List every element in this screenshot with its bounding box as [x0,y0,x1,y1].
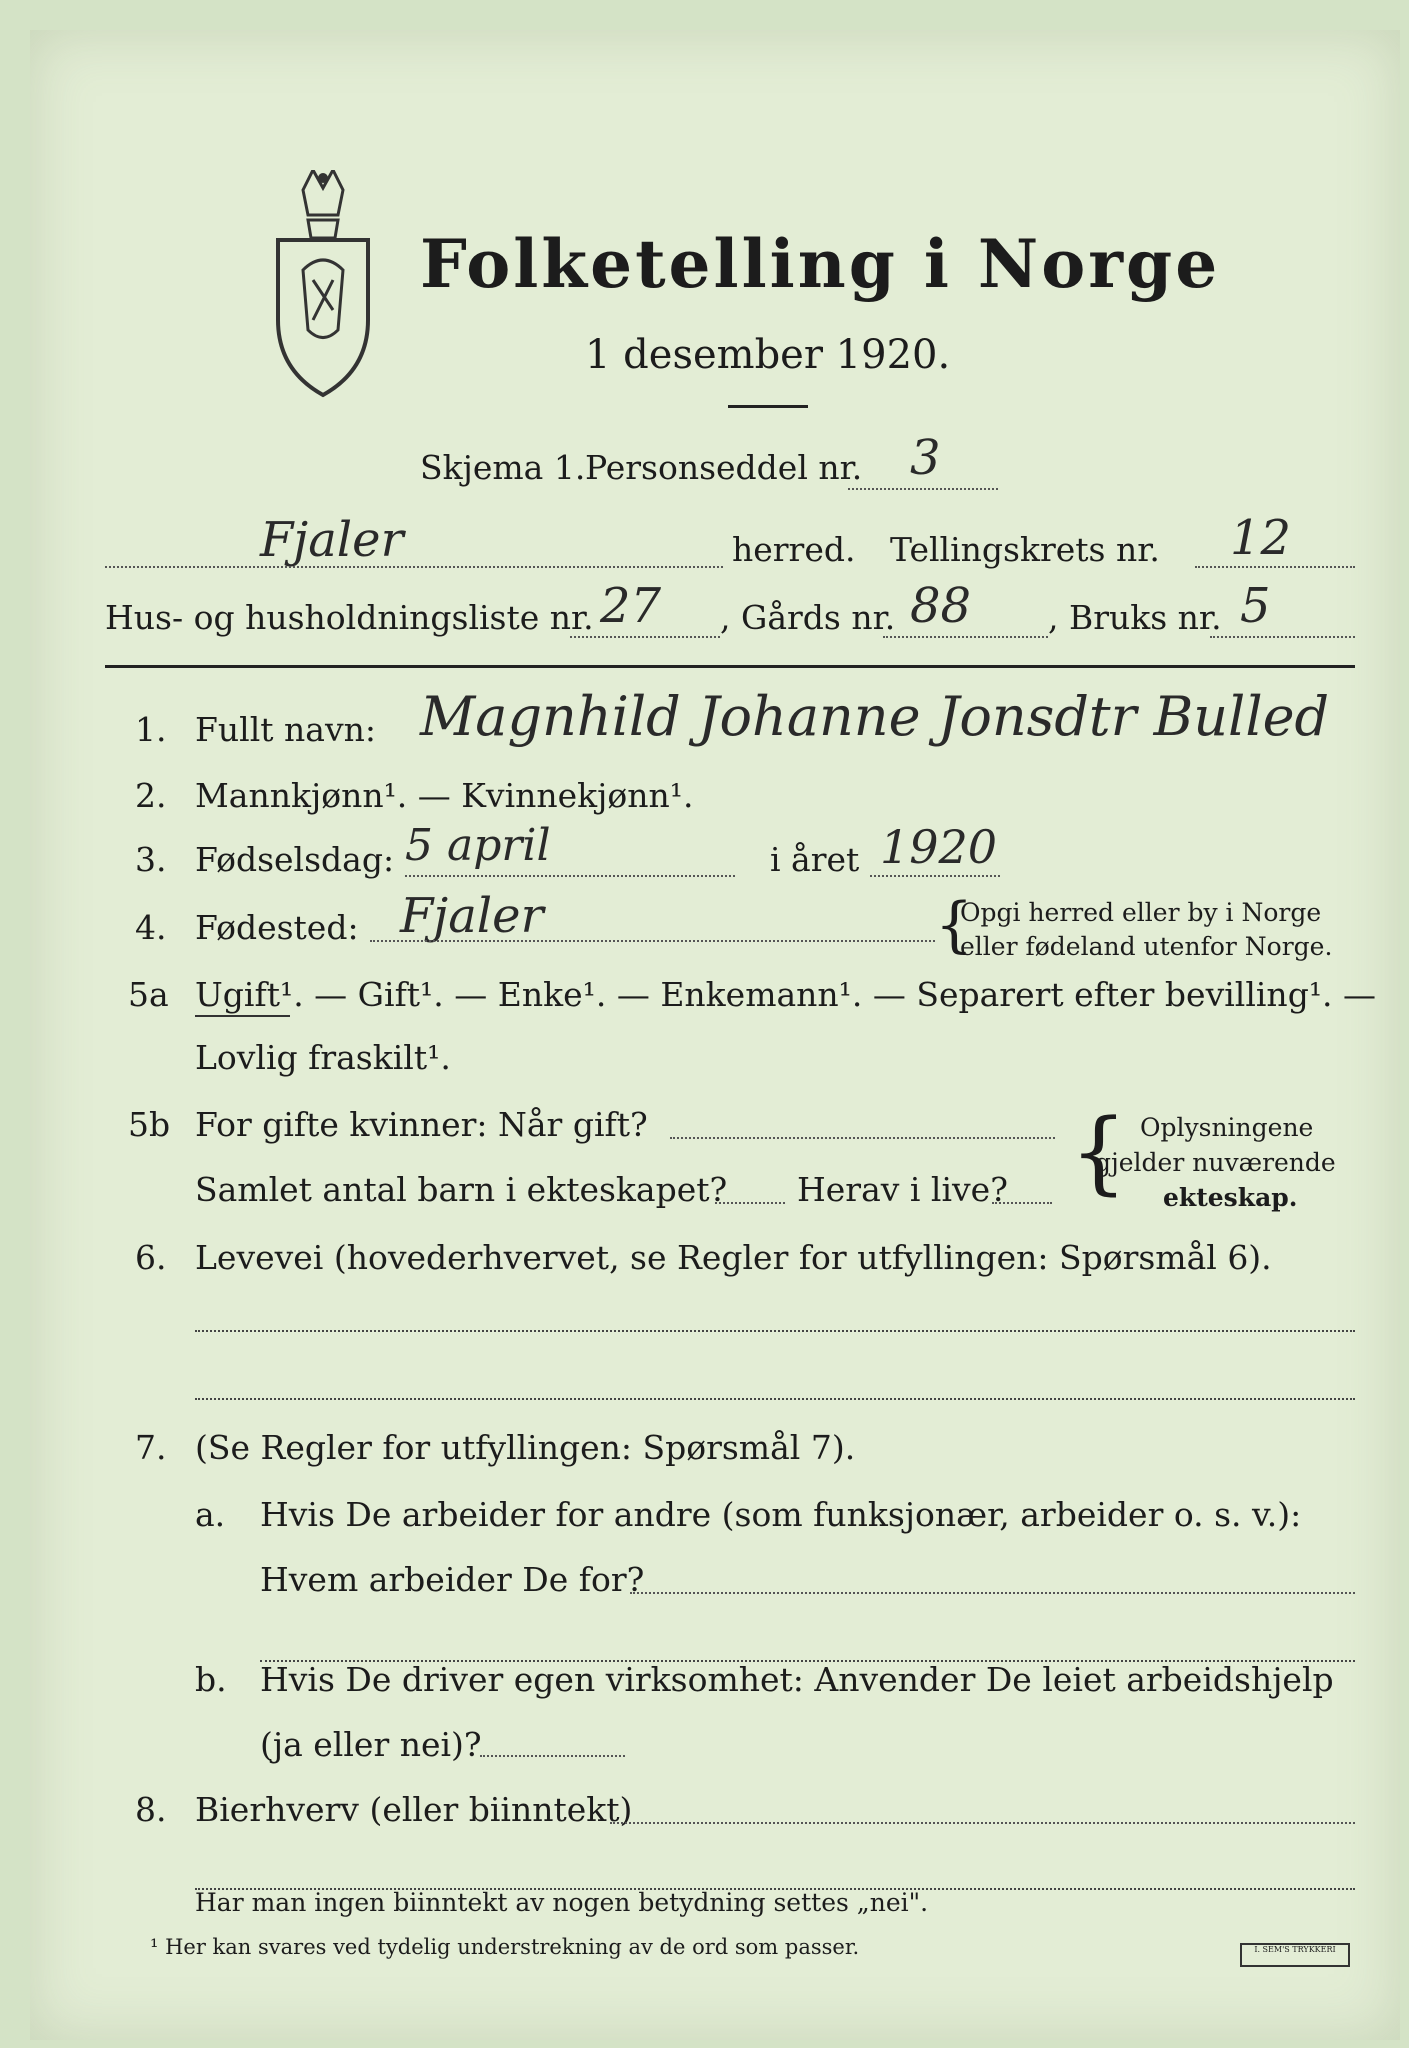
q4-note-line1: Opgi herred eller by i Norge [960,898,1322,927]
q5b-number: 5b [128,1105,171,1144]
q5a-number: 5a [128,975,169,1014]
q5b-label-line2: Samlet antal barn i ekteskapet? [195,1170,728,1209]
q8-note: Har man ingen biinntekt av nogen betydning settes „nei". [195,1888,929,1917]
q7a-dots [630,1592,1355,1594]
herred-dots [105,566,723,568]
q7b-number: b. [195,1660,227,1699]
q5b-brace: { [1070,1100,1128,1205]
q1-value: Magnhild Johanne Jonsdtr Bulled [420,685,1330,748]
q3-year-value: 1920 [880,820,998,874]
q7b-label: Hvis De driver egen virksomhet: Anvender De leiet arbeidshjelp [260,1660,1334,1699]
q7a-label: Hvis De arbeider for andre (som funksjonær, arbeider o. s. v.): [260,1495,1302,1534]
bruks-label: , Bruks nr. [1048,598,1222,637]
personseddel-label: Personseddel nr. [585,448,863,487]
q2-number: 2. [135,776,167,815]
q4-note-line2: eller fødeland utenfor Norge. [960,932,1333,961]
q5b-note-line1: Oplysningene [1140,1113,1314,1142]
q5b-note-line2: gjelder nuværende [1095,1148,1336,1177]
q8-dots [610,1822,1355,1824]
q5b-barn-dots [715,1202,785,1204]
q6-number: 6. [135,1238,167,1277]
hus-label: Hus- og husholdningsliste nr. [105,598,594,637]
header-rule [105,665,1355,668]
q4-dots [370,940,935,942]
q3-value: 5 april [405,820,551,871]
bruks-dots [1210,636,1355,638]
q1-number: 1. [135,710,167,749]
q8-label: Bierhverv (eller biinntekt) [195,1790,633,1829]
q7a-label-line2: Hvem arbeider De for? [260,1560,645,1599]
q5a-label-line2: Lovlig fraskilt¹. [195,1038,451,1077]
q4-label: Fødested: [195,908,359,947]
q3-dots [405,875,735,877]
q4-brace: { [935,890,974,960]
herred-value: Fjaler [260,512,404,568]
form-title: Folketelling i Norge [420,225,1221,303]
coat-of-arms-icon [263,170,383,400]
gards-dots [883,636,1048,638]
herred-label: herred. [732,530,856,569]
ugift-underline [195,1015,290,1017]
personseddel-value: 3 [910,430,941,486]
q7b-label-line2: (ja eller nei)? [260,1725,482,1764]
tellingskrets-dots [1195,566,1355,568]
q8-number: 8. [135,1790,167,1829]
q5b-note-line3: ekteskap. [1163,1183,1298,1212]
q5b-label-line3: Herav i live? [797,1170,1008,1209]
q1-label: Fullt navn: [195,710,376,749]
q4-number: 4. [135,908,167,947]
q2-label: Mannkjønn¹. — Kvinnekjønn¹. [195,776,694,815]
q4-value: Fjaler [400,888,544,944]
tellingskrets-value: 12 [1230,510,1292,566]
gards-value: 88 [910,578,972,634]
q7a-number: a. [195,1495,226,1534]
census-form [30,30,1400,2040]
q3-label: Fødselsdag: [195,840,395,879]
footnote: ¹ Her kan svares ved tydelig understrekning av de ord som passer. [150,1935,860,1959]
bruks-value: 5 [1240,578,1271,634]
gards-label: , Gårds nr. [720,598,896,637]
hus-value: 27 [600,578,662,634]
printer-stamp: I. SEM'S TRYKKERI [1240,1943,1350,1967]
q3-year-label: i året [770,840,860,879]
q5a-label: Ugift¹. — Gift¹. — Enke¹. — Enkemann¹. — Separert efter bevilling¹. — [195,975,1377,1014]
skjema-label: Skjema 1. [420,448,586,487]
hus-dots [570,636,720,638]
q5b-label: For gifte kvinner: Når gift? [195,1105,648,1144]
q6-label: Levevei (hovederhvervet, se Regler for utfyllingen: Spørsmål 6). [195,1238,1272,1277]
tellingskrets-label: Tellingskrets nr. [890,530,1160,569]
q3-year-dots [870,875,1000,877]
title-divider [728,405,808,408]
q7-number: 7. [135,1428,167,1467]
personseddel-dots [848,488,998,490]
q6-answer-line1 [195,1330,1355,1332]
form-date: 1 desember 1920. [585,332,951,378]
q5b-live-dots [992,1202,1052,1204]
q7-label: (Se Regler for utfyllingen: Spørsmål 7). [195,1428,856,1467]
q6-answer-line2 [195,1398,1355,1400]
q5b-dots [670,1137,1055,1139]
q3-number: 3. [135,840,167,879]
q7b-dots [480,1755,625,1757]
